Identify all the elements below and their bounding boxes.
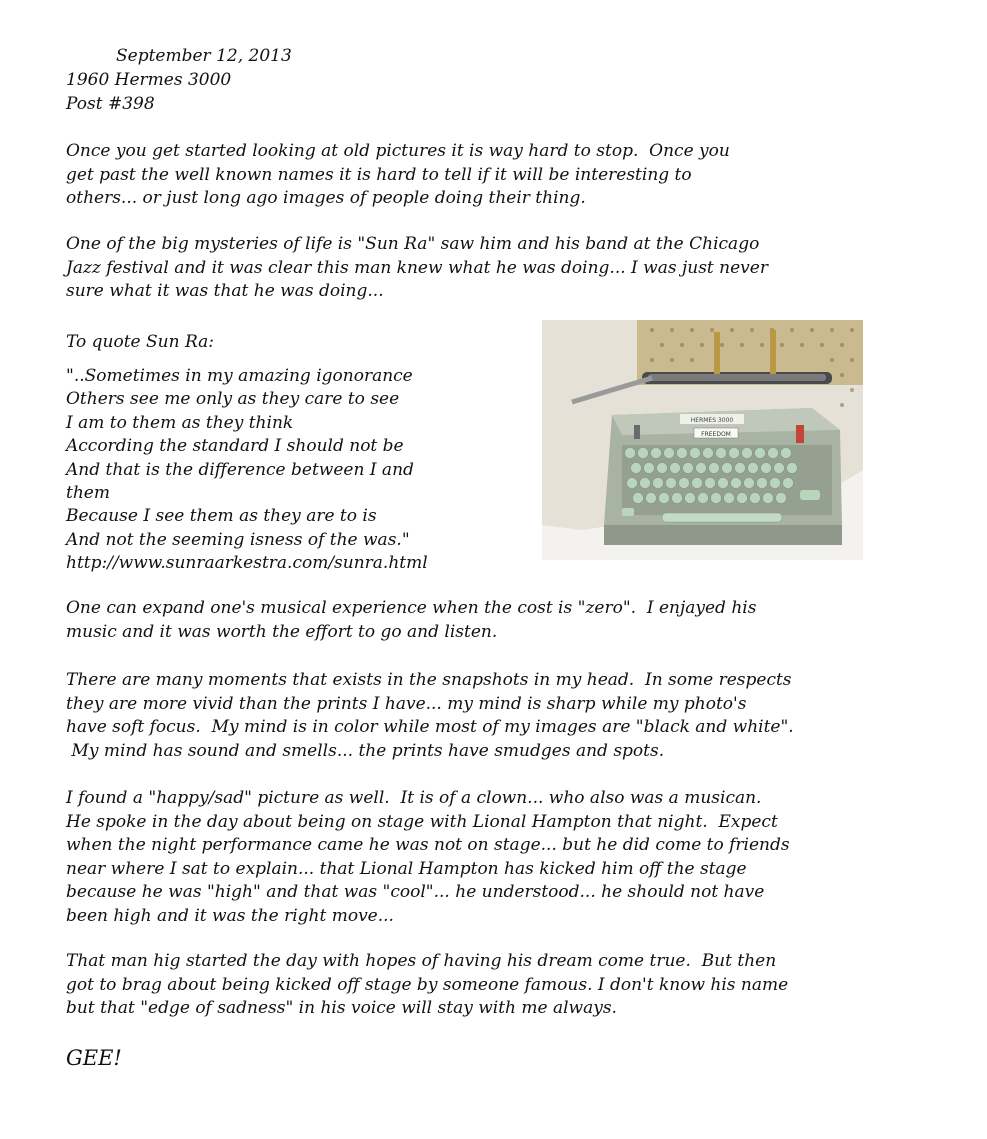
signature: GEE! [66,1046,122,1070]
quote-line: And not the seeming isness of the was." [66,529,410,550]
typewriter-model: 1960 Hermes 3000 [66,70,232,90]
paragraph-clown-musician: I found a "happy/sad" picture as well. It is of a clown... who also was a musican. He spoke in the day about being on stage with Lional Hampton that night. Expect when the night performance came he was not on stage... but he did come to friends near where I sat to explain... that Lional Hampton has kicked him off the stage because he was "high" and that was "cool"... he understood... he should not have been high and it was the right move... [66,788,790,926]
quote-line: Because I see them as they are to is [66,506,377,527]
paragraph-old-pictures: Once you get started looking at old pictures it is way hard to stop. Once you get past the well known names it is hard to tell if it will be interesting to others... or just long ago images of people doing their thing. [66,141,730,208]
typewriter-brand-label: HERMES 3000 [690,417,734,424]
sun-ra-quote [66,365,486,576]
freedom-badge: FREEDOM [701,431,731,438]
quote-line: Others see me only as they care to see [66,389,400,410]
paragraph-snapshots: There are many moments that exists in the snapshots in my head. In some respects they are more vivid than the prints I have... my mind is sharp while my photo's have soft focus. My mind is in color while most of my images are "black and white". My mind has sound and smells... the prints have smudges and spots. [66,670,794,761]
quote-line: I am to them as they think [66,412,294,433]
paragraph-musical-experience: One can expand one's musical experience when the cost is "zero". I enjayed his music and it was worth the effort to go and listen. [66,598,757,642]
quote-source-link[interactable]: http://www.sunraarkestra.com/sunra.html [66,553,428,574]
quote-line: "..Sometimes in my amazing igonorance [66,366,413,386]
quote-line: According the standard I should not be [66,436,404,457]
post-header [66,44,292,116]
quote-line: them [66,483,110,504]
typewriter-photo [542,320,863,560]
post-number: Post #398 [66,94,155,114]
paragraph-edge-of-sadness: That man hig started the day with hopes of having his dream come true. But then got to brag about being kicked off stage by someone famous. I don't know his name but that "edge of sadness" in his voice will stay with me always. [66,951,789,1018]
post-date: September 12, 2013 [116,46,292,66]
paragraph-sun-ra-mystery: One of the big mysteries of life is "Sun Ra" saw him and his band at the Chicago Jazz festival and it was clear this man knew what he was doing... I was just never sure what it was that he was doing... [66,234,768,301]
quote-intro: To quote Sun Ra: [66,332,215,352]
typewriter-illustration [542,320,863,560]
quote-line: And that is the difference between I and [66,459,414,480]
